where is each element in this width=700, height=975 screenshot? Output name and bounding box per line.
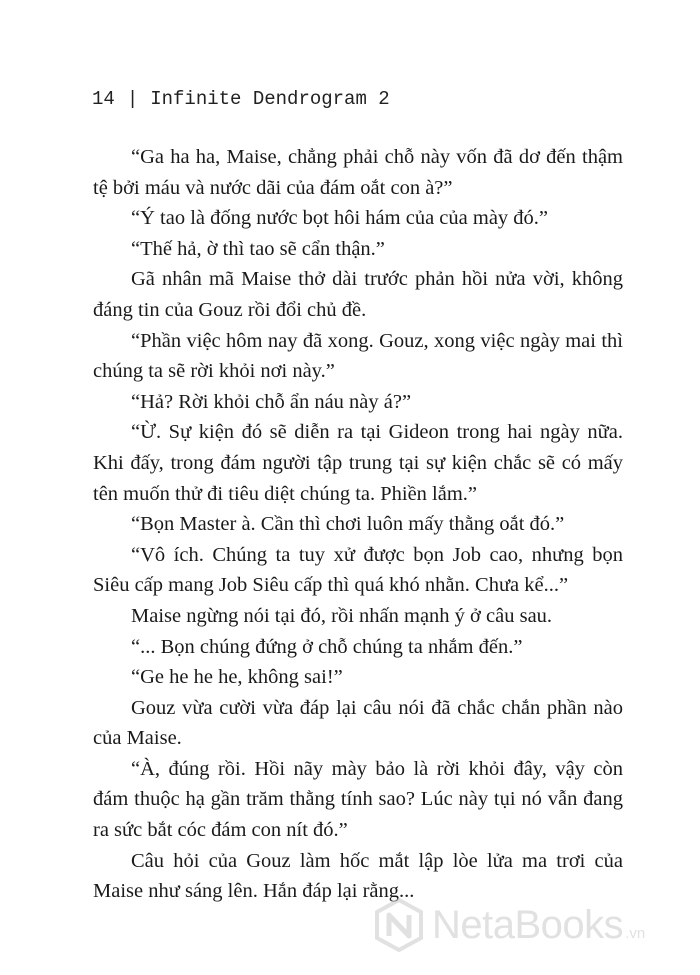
paragraph: Câu hỏi của Gouz làm hốc mắt lập lòe lửa ma trơi của Maise như sáng lên. Hắn đáp lại rằng... <box>93 849 623 903</box>
paragraph: Gã nhân mã Maise thở dài trước phản hồi nửa vời, không đáng tin của Gouz rồi đổi chủ đề. <box>93 268 623 321</box>
paragraph: “Thế hả, ờ thì tao sẽ cẩn thận.” <box>131 237 385 260</box>
watermark-text: NetaBooks <box>432 902 624 947</box>
body-text <box>93 142 623 907</box>
header-separator: | <box>126 88 139 110</box>
watermark-suffix: .vn <box>625 925 646 942</box>
paragraph: “Ừ. Sự kiện đó sẽ diễn ra tại Gideon trong hai ngày nữa. Khi đấy, trong đám người tập trung tại sự kiện chắc sẽ có mấy tên muốn thử đi tiêu diệt chúng ta. Phiền lắm.” <box>93 421 623 505</box>
paragraph: “Ý tao là đống nước bọt hôi hám của của mày đó.” <box>131 207 549 230</box>
paragraph: Maise ngừng nói tại đó, rồi nhấn mạnh ý ở câu sau. <box>131 604 553 627</box>
paragraph: “Ga ha ha, Maise, chẳng phải chỗ này vốn đã dơ đến thậm tệ bởi máu và nước dãi của đám oắt con à?” <box>93 146 623 199</box>
page-number: 14 <box>92 88 115 110</box>
book-title: Infinite Dendrogram 2 <box>150 88 390 110</box>
watermark <box>372 898 645 952</box>
running-header <box>92 88 390 110</box>
paragraph: “Bọn Master à. Cần thì chơi luôn mấy thằng oắt đó.” <box>131 513 565 536</box>
paragraph: “Hả? Rời khỏi chỗ ẩn náu này á?” <box>131 390 412 413</box>
paragraph: “Phần việc hôm nay đã xong. Gouz, xong việc ngày mai thì chúng ta sẽ rời khỏi nơi này.” <box>93 329 623 383</box>
paragraph: “À, đúng rồi. Hồi nãy mày bảo là rời khỏi đây, vậy còn đám thuộc hạ gần trăm thằng tính sao? Lúc này tụi nó vẫn đang ra sức bắt cóc đám con nít đó.” <box>93 757 623 842</box>
paragraph: “Ge he he he, không sai!” <box>131 666 343 689</box>
netabooks-n-logo-icon <box>372 898 426 952</box>
paragraph: “Vô ích. Chúng ta tuy xử được bọn Job cao, nhưng bọn Siêu cấp mang Job Siêu cấp thì quá khó nhằn. Chưa kể...” <box>93 543 623 597</box>
paragraph: “... Bọn chúng đứng ở chỗ chúng ta nhắm đến.” <box>131 635 523 658</box>
paragraph: Gouz vừa cười vừa đáp lại câu nói đã chắc chắn phần nào của Maise. <box>93 696 623 750</box>
